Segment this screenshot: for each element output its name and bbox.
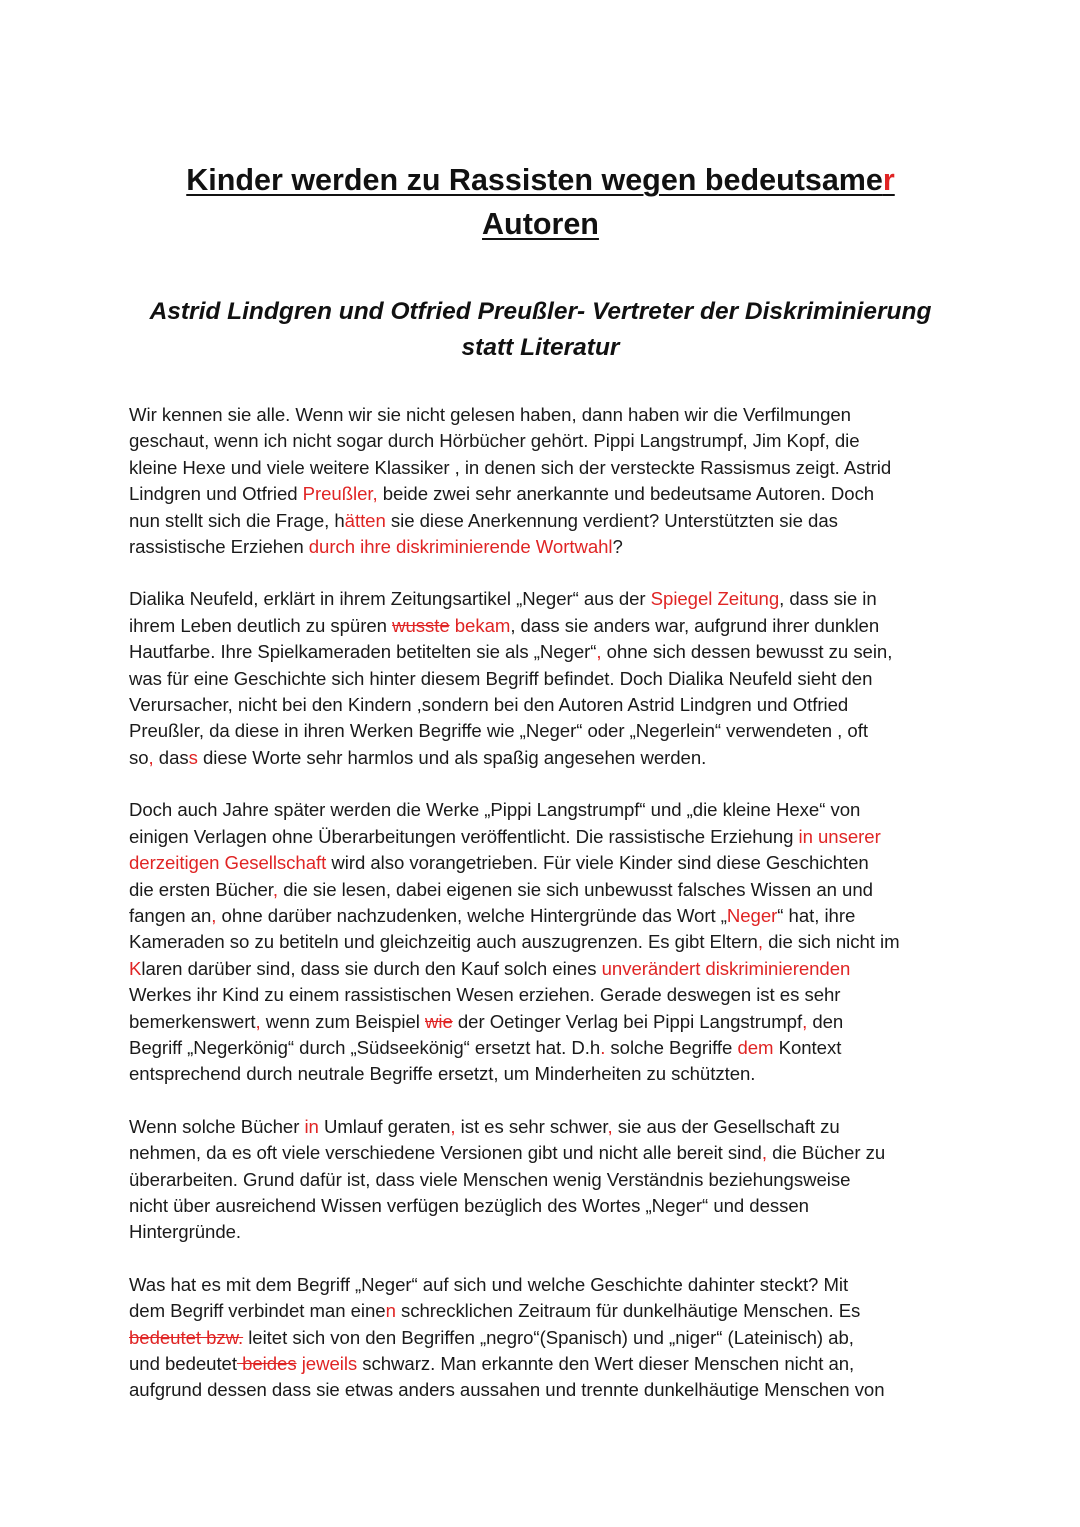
text-span: ? — [612, 536, 623, 558]
text-span: die Bücher zu — [766, 1142, 886, 1164]
text-span: die sich nicht im — [762, 931, 900, 953]
text-span: nehmen, da es oft viele verschiedene Versionen gibt und nicht alle bereit sind — [129, 1142, 762, 1164]
text-span: wenn zum Beispiel — [260, 1010, 425, 1032]
correction-text: , — [802, 1010, 808, 1032]
correction-text: bekam — [449, 614, 511, 636]
text-span: Kameraden so zu betiteln und gleichzeitig auch auszugrenzen. Es gibt Eltern — [129, 931, 758, 953]
correction-text: dem — [737, 1036, 774, 1058]
text-span: einigen Verlagen ohne Überarbeitungen veröffentlicht. Die rassistische Erziehung — [129, 825, 799, 847]
paragraph-4 — [129, 1114, 952, 1246]
text-span: ohne darüber nachzudenken, welche Hintergründe das Wort „ — [216, 904, 727, 926]
correction-text: in — [304, 1115, 319, 1137]
text-span: sie aus der Gesellschaft zu — [612, 1115, 840, 1137]
text-line — [129, 534, 952, 560]
correction-text: durch ihre diskriminierende Wortwahl — [308, 536, 613, 558]
text-line: Hintergründe. — [129, 1221, 242, 1243]
text-span: Hautfarbe. Ihre Spielkameraden betitelten sie als „Neger“ — [129, 641, 597, 663]
text-span: Kontext — [773, 1036, 842, 1058]
text-line: Verursacher, nicht bei den Kindern ,sondern bei den Autoren Astrid Lindgren und Otfried — [129, 694, 849, 716]
correction-text: K — [129, 957, 142, 979]
correction-text: , — [607, 1115, 613, 1137]
correction-text: , — [255, 1010, 261, 1032]
text-line — [129, 481, 952, 507]
correction-text: , — [761, 1142, 767, 1164]
text-span: nun stellt sich die Frage, h — [129, 509, 345, 531]
correction-text: n — [385, 1300, 396, 1322]
text-line — [129, 1009, 952, 1035]
text-span: Lindgren und Otfried — [129, 483, 303, 505]
text-line: Preußler, da diese in ihren Werken Begriffe wie „Neger“ oder „Negerlein“ verwendeten , oft — [129, 720, 868, 742]
text-span: der Oetinger Verlag bei Pippi Langstrumpf — [452, 1010, 803, 1032]
text-line — [129, 613, 952, 639]
text-line — [129, 903, 952, 929]
text-line — [129, 1114, 952, 1140]
page-subtitle — [129, 294, 952, 366]
text-span: , dass sie anders war, aufgrund ihrer dunklen — [510, 614, 880, 636]
text-line — [129, 508, 952, 534]
text-span: Wenn solche Bücher — [129, 1115, 305, 1137]
text-span: solche Begriffe — [605, 1036, 738, 1058]
text-span: “ hat, ihre — [777, 904, 856, 926]
correction-text: , — [211, 904, 217, 926]
correction-text: , — [148, 746, 154, 768]
correction-text: Spiegel Zeitung — [650, 588, 780, 610]
struck-text: wie — [425, 1010, 453, 1032]
text-line — [129, 745, 952, 771]
text-span: ist es sehr schwer — [455, 1115, 608, 1137]
text-span: schwarz. Man erkannte den Wert dieser Menschen nicht an, — [357, 1353, 855, 1374]
text-span: laren darüber sind, dass sie durch den Kauf solch eines — [141, 957, 602, 979]
struck-text: bedeutet bzw. — [129, 1326, 244, 1348]
text-line — [129, 639, 952, 665]
correction-text: Preußler, — [302, 483, 378, 505]
text-span: Umlauf geraten — [318, 1115, 451, 1137]
text-line: Doch auch Jahre später werden die Werke „Pippi Langstrumpf“ und „die kleine Hexe“ von — [129, 799, 861, 821]
title-line-2: Autoren — [482, 207, 599, 241]
paragraph-5 — [129, 1272, 952, 1404]
paragraph-2 — [129, 586, 952, 771]
text-span: ohne sich dessen bewusst zu sein, — [601, 641, 893, 663]
text-line: Was hat es mit dem Begriff „Neger“ auf sich und welche Geschichte dahinter steckt? Mit — [129, 1273, 849, 1295]
text-span: fangen an — [129, 904, 212, 926]
text-line — [129, 850, 952, 876]
title-correction: r — [882, 163, 895, 197]
paragraph-3 — [129, 797, 952, 1087]
correction-text: unverändert diskriminierenden — [601, 957, 851, 979]
text-line: entsprechend durch neutrale Begriffe ersetzt, um Minderheiten zu schützten. — [129, 1063, 756, 1085]
text-span: und bedeutet — [129, 1353, 237, 1374]
correction-text: , — [450, 1115, 456, 1137]
subtitle-line-2: statt Literatur — [461, 334, 620, 361]
correction-text: derzeitigen Gesellschaft — [129, 852, 327, 874]
text-span: den — [807, 1010, 844, 1032]
struck-text: beides — [236, 1353, 297, 1374]
text-span: , dass sie in — [779, 588, 877, 610]
text-span: die sie lesen, dabei eigenen sie sich unbewusst falsches Wissen an und — [278, 878, 873, 900]
text-line — [129, 1140, 952, 1166]
correction-text: s — [188, 746, 198, 768]
correction-text: , — [596, 641, 602, 663]
text-span: sie diese Anerkennung verdient? Unterstützten sie das — [385, 509, 838, 531]
text-line — [129, 586, 952, 612]
text-line — [129, 1035, 952, 1061]
text-span: schrecklichen Zeitraum für dunkelhäutige Menschen. Es — [395, 1300, 861, 1322]
text-line — [129, 956, 952, 982]
text-span: rassistische Erziehen — [129, 536, 309, 558]
text-line — [129, 1298, 952, 1324]
text-line: überarbeiten. Grund dafür ist, dass viele Menschen wenig Verständnis beziehungsweise — [129, 1168, 851, 1190]
text-span: diese Worte sehr harmlos und als spaßig angesehen werden. — [197, 746, 707, 768]
subtitle-line-1: Astrid Lindgren und Otfried Preußler- Vertreter der Diskriminierung — [149, 298, 932, 325]
text-line: kleine Hexe und viele weitere Klassiker , in denen sich der versteckte Rassismus zeigt. Astrid — [129, 456, 892, 478]
text-span: das — [153, 746, 189, 768]
correction-text: , — [272, 878, 278, 900]
text-span: dem Begriff verbindet man eine — [129, 1300, 386, 1322]
text-line — [129, 1351, 952, 1377]
correction-text: in unserer — [798, 825, 881, 847]
text-line — [129, 877, 952, 903]
text-span: beide zwei sehr anerkannte und bedeutsame Autoren. Doch — [377, 483, 875, 505]
text-line — [129, 929, 952, 955]
paragraph-1 — [129, 402, 952, 560]
correction-text: . — [600, 1036, 606, 1058]
text-span: die ersten Bücher — [129, 878, 273, 900]
title-line-1 — [129, 158, 952, 202]
struck-text: wusste — [392, 614, 450, 636]
text-span: Begriff „Negerkönig“ durch „Südseekönig“ ersetzt hat. D.h — [129, 1036, 601, 1058]
text-line: geschaut, wenn ich nicht sogar durch Hörbücher gehört. Pippi Langstrumpf, Jim Kopf, die — [129, 430, 860, 452]
correction-text: Neger — [726, 904, 778, 926]
text-span: leitet sich von den Begriffen „negro“(Spanisch) und „niger“ (Lateinisch) ab, — [243, 1326, 854, 1348]
text-line: was für eine Geschichte sich hinter diesem Begriff befindet. Doch Dialika Neufeld sieht den — [129, 667, 873, 689]
text-line: Wir kennen sie alle. Wenn wir sie nicht gelesen haben, dann haben wir die Verfilmungen — [129, 404, 851, 425]
page-title — [129, 158, 952, 246]
text-span: Dialika Neufeld, erklärt in ihrem Zeitungsartikel „Neger“ aus der — [129, 588, 651, 610]
text-span: wird also vorangetrieben. Für viele Kinder sind diese Geschichten — [326, 852, 869, 874]
text-span: bemerkenswert — [129, 1010, 256, 1032]
correction-text: jeweils — [296, 1353, 358, 1374]
text-span: so — [129, 746, 149, 768]
text-line — [129, 1325, 952, 1351]
text-line — [129, 824, 952, 850]
text-line: Werkes ihr Kind zu einem rassistischen Wesen erziehen. Gerade deswegen ist es sehr — [129, 984, 841, 1006]
text-line: aufgrund dessen dass sie etwas anders aussahen und trennte dunkelhäutige Menschen von — [129, 1379, 885, 1401]
text-span: ihrem Leben deutlich zu spüren — [129, 614, 393, 636]
text-line: nicht über ausreichend Wissen verfügen bezüglich des Wortes „Neger“ und dessen — [129, 1194, 809, 1216]
correction-text: ätten — [344, 509, 386, 531]
correction-text: , — [757, 931, 763, 953]
title-text: Kinder werden zu Rassisten wegen bedeutsame — [186, 163, 883, 197]
